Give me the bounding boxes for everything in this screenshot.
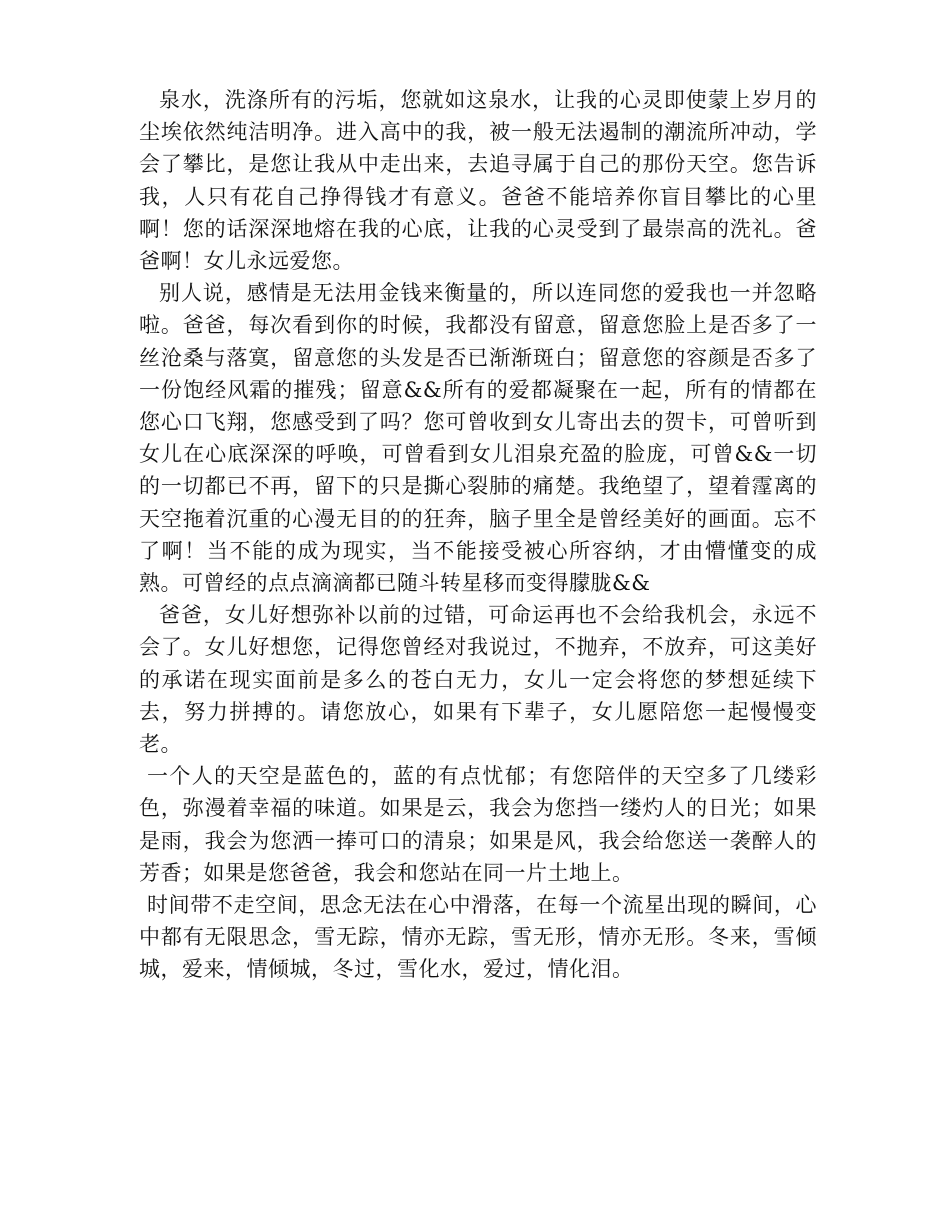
paragraph-2: 别人说，感情是无法用金钱来衡量的，所以连同您的爱我也一并忽略啦。爸爸，每次看到你的时候，我都没有留意，留意您脸上是否多了一丝沧桑与落寞，留意您的头发是否已渐渐斑白；留意您的容颜是否多了一份饱经风霜的摧残；留意&&所有的爱都凝聚在一起，所有的情都在您心口飞翔，您感受到了吗？您可曾收到女儿寄出去的贺卡，可曾听到女儿在心底深深的呼唤，可曾看到女儿泪泉充盈的脸庞，可曾&&一切的一切都已不再，留下的只是撕心裂肺的痛楚。我绝望了，望着霪离的天空拖着沉重的心漫无目的的狂奔，脑子里全是曾经美好的画面。忘不了啊！当不能的成为现实，当不能接受被心所容纳，才由懵懂变的成熟。可曾经的点点滴滴都已随斗转星移而变得朦胧&&	[139, 281, 817, 596]
paragraph-5: 时间带不走空间，思念无法在心中滑落，在每一个流星出现的瞬间，心中都有无限思念，雪无踪，情亦无踪，雪无形，情亦无形。冬来，雪倾城，爱来，情倾城，冬过，雪化水，爱过，情化泪。	[139, 893, 817, 982]
paragraph-1: 泉水，洗涤所有的污垢，您就如这泉水，让我的心灵即使蒙上岁月的尘埃依然纯洁明净。进入高中的我，被一般无法遏制的潮流所冲动，学会了攀比，是您让我从中走出来，去追寻属于自己的那份天空。您告诉我，人只有花自己挣得钱才有意义。爸爸不能培养你盲目攀比的心里啊！您的话深深地熔在我的心底，让我的心灵受到了最崇高的洗礼。爸爸啊！女儿永远爱您。	[139, 88, 817, 274]
paragraph-3: 爸爸，女儿好想弥补以前的过错，可命运再也不会给我机会，永远不会了。女儿好想您，记得您曾经对我说过，不抛弃，不放弃，可这美好的承诺在现实面前是多么的苍白无力，女儿一定会将您的梦想延续下去，努力拼搏的。请您放心，如果有下辈子，女儿愿陪您一起慢慢变老。	[139, 603, 817, 757]
document-body	[139, 84, 817, 986]
paragraph-4: 一个人的天空是蓝色的，蓝的有点忧郁；有您陪伴的天空多了几缕彩色，弥漫着幸福的味道。如果是云，我会为您挡一缕灼人的日光；如果是雨，我会为您洒一捧可口的清泉；如果是风，我会给您送一袭醉人的芳香；如果是您爸爸，我会和您站在同一片土地上。	[139, 764, 817, 885]
